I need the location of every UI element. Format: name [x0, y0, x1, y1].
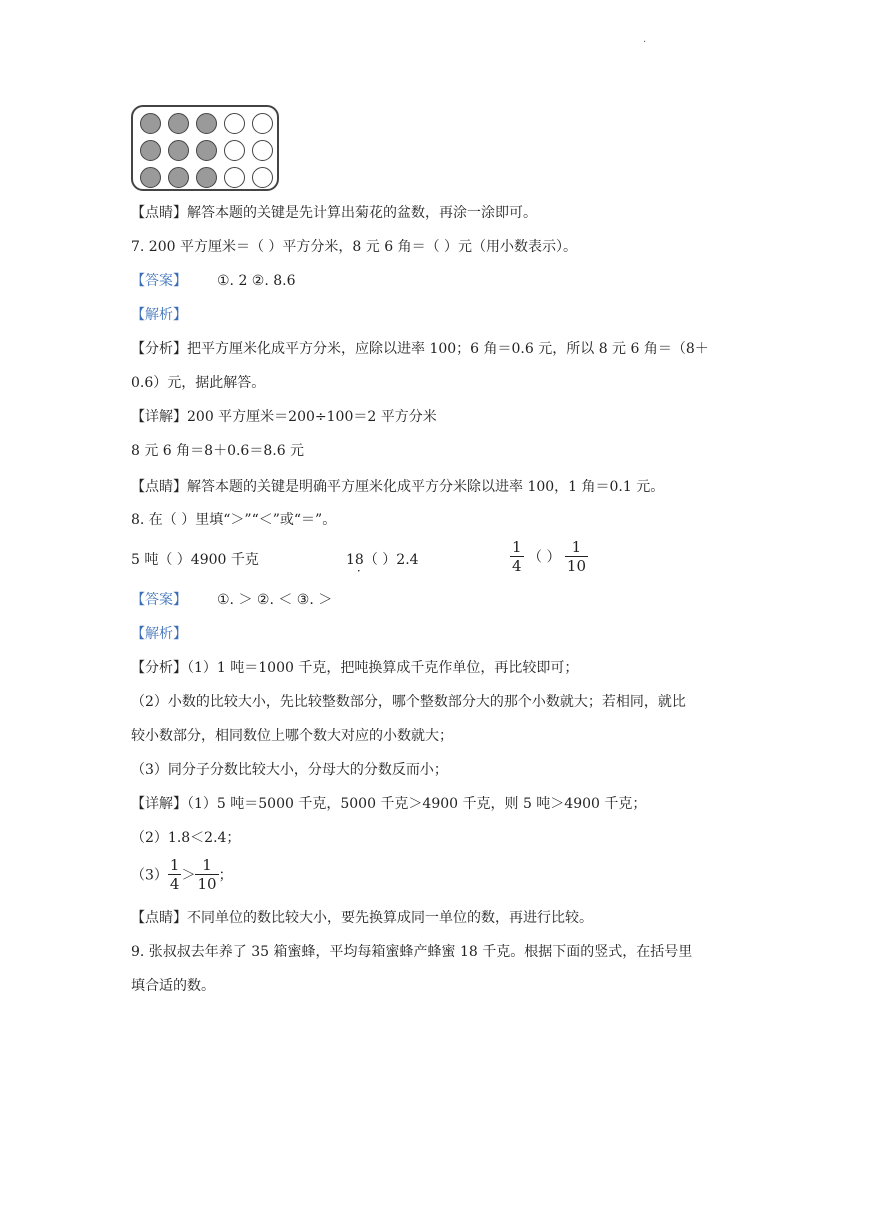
q8-tip: [131, 908, 593, 928]
q8-analysis-4: （3）同分子分数比较大小，分母大的分数反而小；: [131, 762, 448, 778]
fraction-one-quarter: [510, 538, 524, 575]
q8-analysis-3: 较小数部分，相同数位上哪个数大对应的小数就大；: [131, 728, 453, 744]
filled-circle: [140, 167, 161, 188]
tip-text: 解答本题的关键是明确平方厘米化成平方分米除以进率 100，1 角＝0.1 元。: [187, 479, 665, 495]
fraction-one-tenth: [565, 538, 588, 575]
empty-circle: [252, 113, 273, 134]
filled-circle: [168, 167, 189, 188]
b-rest: （ ）2.4: [363, 552, 419, 568]
frac-num: 1: [169, 856, 180, 874]
filled-circle: [168, 140, 189, 161]
fraction-one-tenth: [195, 856, 218, 893]
tip-tag: 【点睛】: [131, 479, 187, 495]
detail-tag: 【详解】: [131, 409, 187, 425]
empty-circle: [224, 113, 245, 134]
q8-detail-3: [131, 856, 233, 893]
filled-circle: [140, 140, 161, 161]
q8-items-c: [510, 538, 588, 575]
detail3-prefix: （3）: [131, 867, 168, 884]
filled-circle: [140, 113, 161, 134]
c-paren: （ ）: [528, 549, 561, 566]
q7-analysis-tag: 【解析】: [131, 307, 187, 323]
question-7: 7. 200 平方厘米＝（ ）平方分米，8 元 6 角＝（ ）元（用小数表示）。: [131, 239, 578, 255]
analysis-tag: 【分析】: [131, 341, 187, 357]
filled-circle: [196, 167, 217, 188]
detail-text: 200 平方厘米＝200÷100＝2 平方分米: [187, 409, 437, 425]
filled-circle: [196, 140, 217, 161]
frac-num: 1: [512, 538, 522, 556]
q8-items-a: 5 吨（ ）4900 千克: [131, 552, 259, 568]
answer-text: ①. 2 ②. 8.6: [217, 273, 296, 289]
q8-detail: [131, 794, 646, 814]
detail-text: （1）5 吨＝5000 千克，5000 千克＞4900 千克，则 5 吨＞4900 千克；: [187, 796, 647, 812]
empty-circle: [224, 167, 245, 188]
frac-num: 1: [571, 538, 582, 556]
frac-num: 1: [202, 856, 212, 874]
q8-items-b: [346, 550, 419, 570]
q7-analysis: [131, 339, 709, 359]
detail3-end: ；: [218, 867, 233, 884]
tip-tag: 【点睛】: [131, 910, 187, 926]
q8-detail-2: （2）1.8＜2.4；: [131, 830, 241, 846]
filled-circle: [168, 113, 189, 134]
tip-tag: 【点睛】: [131, 205, 187, 221]
detail-tag: 【详解】: [131, 796, 187, 812]
answer-tag: 【答案】: [131, 592, 187, 608]
tip-text: 解答本题的关键是先计算出菊花的盆数，再涂一涂即可。: [187, 205, 537, 221]
b-repeating-digit: 8 ·: [355, 550, 364, 570]
frac-den: 10: [197, 875, 217, 893]
empty-circle: [252, 167, 273, 188]
answer-text: ①. ＞ ②. ＜ ③. ＞: [217, 592, 333, 608]
analysis-text: 把平方厘米化成平方分米，应除以进率 100；6 角＝0.6 元，所以 8 元 6 角＝（8＋: [187, 341, 709, 357]
filled-circle: [196, 113, 217, 134]
q8-answer: [131, 590, 332, 610]
tip-text: 不同单位的数比较大小，要先换算成同一单位的数，再进行比较。: [187, 910, 593, 926]
header-mark: .: [643, 34, 647, 45]
frac-den: 10: [566, 557, 586, 575]
q7-analysis-cont: 0.6）元，据此解答。: [131, 375, 266, 391]
q7-detail: [131, 407, 437, 427]
frac-den: 4: [169, 875, 180, 893]
answer-tag: 【答案】: [131, 273, 187, 289]
fraction-one-quarter: [168, 856, 182, 893]
flower-pot-tray-figure: [131, 105, 279, 191]
question-9: 9. 张叔叔去年养了 35 箱蜜蜂，平均每箱蜜蜂产蜂蜜 18 千克。根据下面的竖式，在括号里: [131, 944, 693, 960]
q7-answer: [131, 271, 296, 291]
question-8: 8. 在（ ）里填“＞”“＜”或“＝”。: [131, 512, 337, 528]
q8-analysis-2: （2）小数的比较大小，先比较整数部分，哪个整数部分大的那个小数就大；若相同，就比: [131, 694, 686, 710]
tip-line-1: [131, 203, 537, 223]
frac-den: 4: [512, 557, 522, 575]
q7-tip: [131, 477, 664, 497]
analysis-tag: 【分析】: [131, 660, 187, 676]
greater-than: ＞: [181, 867, 196, 884]
empty-circle: [252, 140, 273, 161]
analysis-text: （1）1 吨＝1000 千克，把吨换算成千克作单位，再比较即可；: [187, 660, 579, 676]
q8-analysis: [131, 658, 578, 678]
q7-detail-cont: 8 元 6 角＝8＋0.6＝8.6 元: [131, 443, 305, 459]
empty-circle: [224, 140, 245, 161]
b-int: 1: [346, 552, 355, 568]
question-9-cont: 填合适的数。: [131, 978, 215, 994]
q8-analysis-tag: 【解析】: [131, 626, 187, 642]
